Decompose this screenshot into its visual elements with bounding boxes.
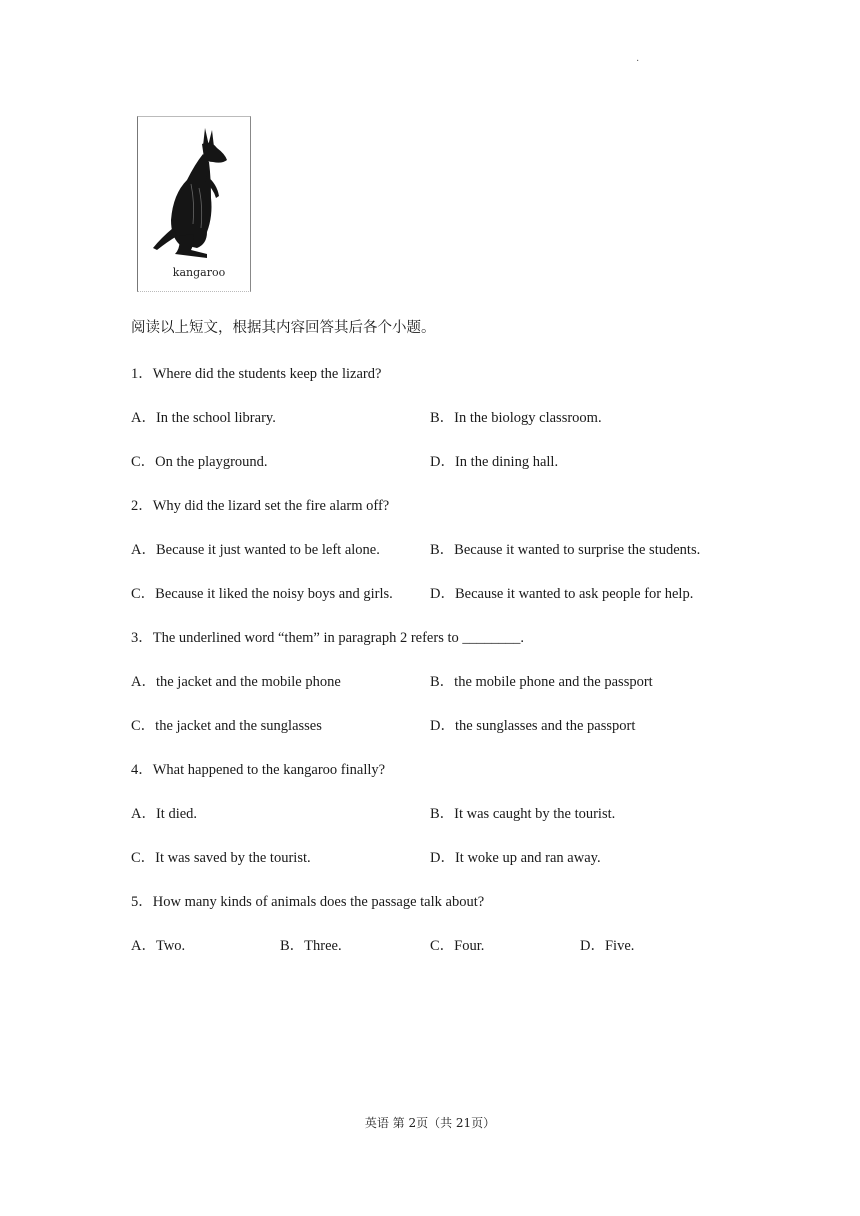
q4-option-a[interactable]: A．It died. <box>131 806 198 822</box>
q2-option-d[interactable]: D．Because it wanted to ask people for help. <box>430 586 694 602</box>
question-5-stem: 5．How many kinds of animals does the passage talk about? <box>131 894 485 910</box>
question-4-stem: 4．What happened to the kangaroo finally? <box>131 762 386 778</box>
figure-caption: kangaroo <box>172 266 226 279</box>
q5-option-d[interactable]: D．Five. <box>580 938 635 954</box>
q4-option-c[interactable]: C．It was saved by the tourist. <box>131 850 311 866</box>
kangaroo-figure <box>131 112 253 294</box>
q2-option-c[interactable]: C．Because it liked the noisy boys and girls. <box>131 586 393 602</box>
q1-option-d[interactable]: D．In the dining hall. <box>430 454 559 470</box>
q3-option-b[interactable]: B．the mobile phone and the passport <box>430 674 653 690</box>
q2-option-b[interactable]: B．Because it wanted to surprise the students. <box>430 542 701 558</box>
q4-option-b[interactable]: B．It was caught by the tourist. <box>430 806 616 822</box>
question-3-stem: 3．The underlined word “them” in paragraph 2 refers to ________. <box>131 630 524 646</box>
q5-option-b[interactable]: B．Three. <box>280 938 342 954</box>
q2-option-a[interactable]: A．Because it just wanted to be left alone. <box>131 542 380 558</box>
question-1-stem: 1．Where did the students keep the lizard? <box>131 366 382 382</box>
page-footer: 英语 第 2页（共 21页） <box>364 1116 496 1130</box>
q4-option-d[interactable]: D．It woke up and ran away. <box>430 850 601 866</box>
header-mark: · <box>636 56 640 67</box>
q1-option-b[interactable]: B．In the biology classroom. <box>430 410 602 426</box>
q1-option-a[interactable]: A．In the school library. <box>131 410 276 426</box>
q3-option-c[interactable]: C．the jacket and the sunglasses <box>131 718 322 734</box>
q3-option-a[interactable]: A．the jacket and the mobile phone <box>131 674 341 690</box>
q3-option-d[interactable]: D．the sunglasses and the passport <box>430 718 636 734</box>
instruction-text: 阅读以上短文，根据其内容回答其后各个小题。 <box>131 320 436 336</box>
q5-option-c[interactable]: C．Four. <box>430 938 485 954</box>
q5-option-a[interactable]: A．Two. <box>131 938 186 954</box>
kangaroo-illustration <box>147 124 239 264</box>
q1-option-c[interactable]: C．On the playground. <box>131 454 268 470</box>
question-2-stem: 2．Why did the lizard set the fire alarm off? <box>131 498 390 514</box>
